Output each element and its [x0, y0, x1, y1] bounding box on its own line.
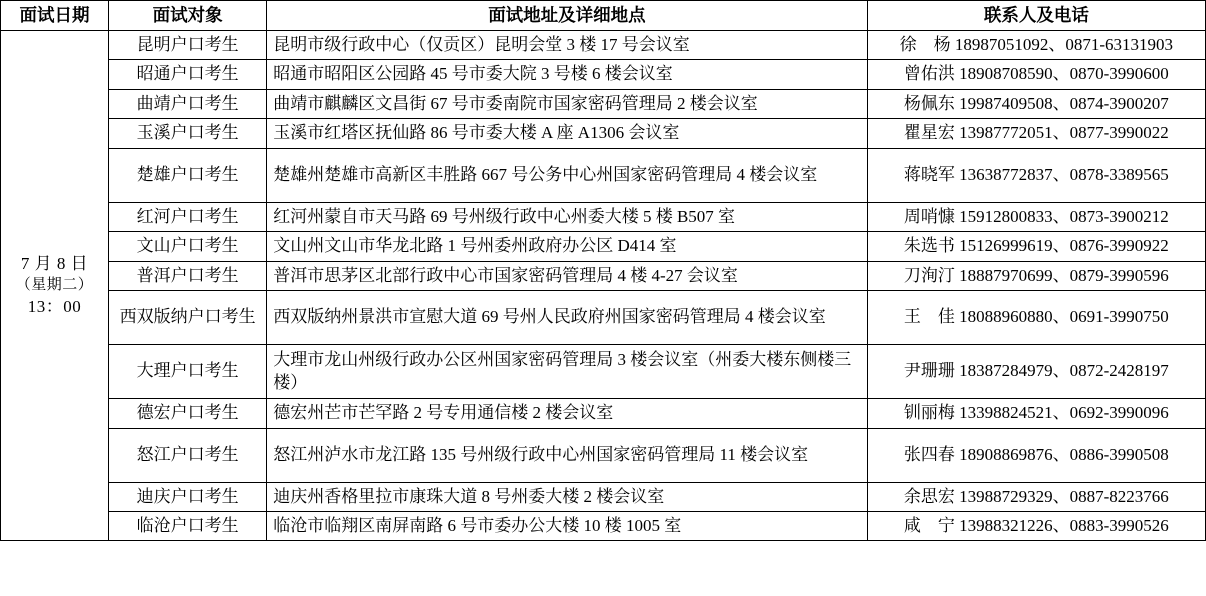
column-header-contact: 联系人及电话: [867, 1, 1205, 31]
table-row: [1, 291, 1206, 345]
date-line-weekday: （星期二）: [15, 276, 94, 293]
cell-target: 德宏户口考生: [109, 399, 267, 428]
table-body: [1, 31, 1206, 541]
cell-target: 西双版纳户口考生: [109, 291, 267, 345]
table-row: [1, 60, 1206, 89]
cell-contact: 朱选书 15126999619、0876-3990922: [867, 232, 1205, 261]
column-header-address: 面试地址及详细地点: [267, 1, 867, 31]
cell-address: 大理市龙山州级行政办公区州国家密码管理局 3 楼会议室（州委大楼东侧楼三楼）: [267, 345, 867, 399]
cell-address: 楚雄州楚雄市高新区丰胜路 667 号公务中心州国家密码管理局 4 楼会议室: [267, 148, 867, 202]
cell-contact: 曾佑洪 18908708590、0870-3990600: [867, 60, 1205, 89]
cell-target: 昆明户口考生: [109, 31, 267, 60]
date-line-day: 7 月 8 日: [20, 254, 89, 274]
cell-target: 大理户口考生: [109, 345, 267, 399]
column-header-date: 面试日期: [1, 1, 109, 31]
table-row: [1, 511, 1206, 540]
cell-target: 怒江户口考生: [109, 428, 267, 482]
cell-target: 普洱户口考生: [109, 261, 267, 290]
column-header-target: 面试对象: [109, 1, 267, 31]
cell-target: 临沧户口考生: [109, 511, 267, 540]
cell-contact: 余思宏 13988729329、0887-8223766: [867, 482, 1205, 511]
cell-contact: 周哨慷 15912800833、0873-3900212: [867, 202, 1205, 231]
table-header-row: [1, 1, 1206, 31]
cell-contact: 杨佩东 19987409508、0874-3900207: [867, 89, 1205, 118]
table-row: [1, 345, 1206, 399]
table-row: [1, 482, 1206, 511]
cell-target: 迪庆户口考生: [109, 482, 267, 511]
table-row: [1, 261, 1206, 290]
cell-address: 怒江州泸水市龙江路 135 号州级行政中心州国家密码管理局 11 楼会议室: [267, 428, 867, 482]
cell-address: 玉溪市红塔区抚仙路 86 号市委大楼 A 座 A1306 会议室: [267, 119, 867, 148]
table-header: [1, 1, 1206, 31]
table-row: [1, 428, 1206, 482]
cell-address: 德宏州芒市芒罕路 2 号专用通信楼 2 楼会议室: [267, 399, 867, 428]
cell-target: 红河户口考生: [109, 202, 267, 231]
cell-contact: 蒋晓军 13638772837、0878-3389565: [867, 148, 1205, 202]
date-group-cell: [1, 31, 109, 541]
cell-contact: 咸 宁 13988321226、0883-3990526: [867, 511, 1205, 540]
table-row: [1, 119, 1206, 148]
cell-address: 临沧市临翔区南屏南路 6 号市委办公大楼 10 楼 1005 室: [267, 511, 867, 540]
cell-address: 迪庆州香格里拉市康珠大道 8 号州委大楼 2 楼会议室: [267, 482, 867, 511]
cell-target: 文山户口考生: [109, 232, 267, 261]
cell-contact: 瞿星宏 13987772051、0877-3990022: [867, 119, 1205, 148]
table-row: [1, 232, 1206, 261]
cell-contact: 张四春 18908869876、0886-3990508: [867, 428, 1205, 482]
cell-target: 曲靖户口考生: [109, 89, 267, 118]
cell-contact: 徐 杨 18987051092、0871-63131903: [867, 31, 1205, 60]
table-row: [1, 31, 1206, 60]
table-row: [1, 89, 1206, 118]
table-row: [1, 399, 1206, 428]
date-line-time: 13：00: [27, 296, 82, 316]
cell-address: 普洱市思茅区北部行政中心市国家密码管理局 4 楼 4-27 会议室: [267, 261, 867, 290]
cell-address: 红河州蒙自市天马路 69 号州级行政中心州委大楼 5 楼 B507 室: [267, 202, 867, 231]
cell-target: 楚雄户口考生: [109, 148, 267, 202]
cell-contact: 王 佳 18088960880、0691-3990750: [867, 291, 1205, 345]
table-row: [1, 202, 1206, 231]
table-row: [1, 148, 1206, 202]
cell-contact: 尹珊珊 18387284979、0872-2428197: [867, 345, 1205, 399]
cell-address: 昭通市昭阳区公园路 45 号市委大院 3 号楼 6 楼会议室: [267, 60, 867, 89]
cell-address: 曲靖市麒麟区文昌街 67 号市委南院市国家密码管理局 2 楼会议室: [267, 89, 867, 118]
cell-address: 昆明市级行政中心（仅贡区）昆明会堂 3 楼 17 号会议室: [267, 31, 867, 60]
cell-contact: 钏丽梅 13398824521、0692-3990096: [867, 399, 1205, 428]
cell-address: 文山州文山市华龙北路 1 号州委州政府办公区 D414 室: [267, 232, 867, 261]
cell-address: 西双版纳州景洪市宣慰大道 69 号州人民政府州国家密码管理局 4 楼会议室: [267, 291, 867, 345]
cell-contact: 刀洵汀 18887970699、0879-3990596: [867, 261, 1205, 290]
cell-target: 昭通户口考生: [109, 60, 267, 89]
cell-target: 玉溪户口考生: [109, 119, 267, 148]
